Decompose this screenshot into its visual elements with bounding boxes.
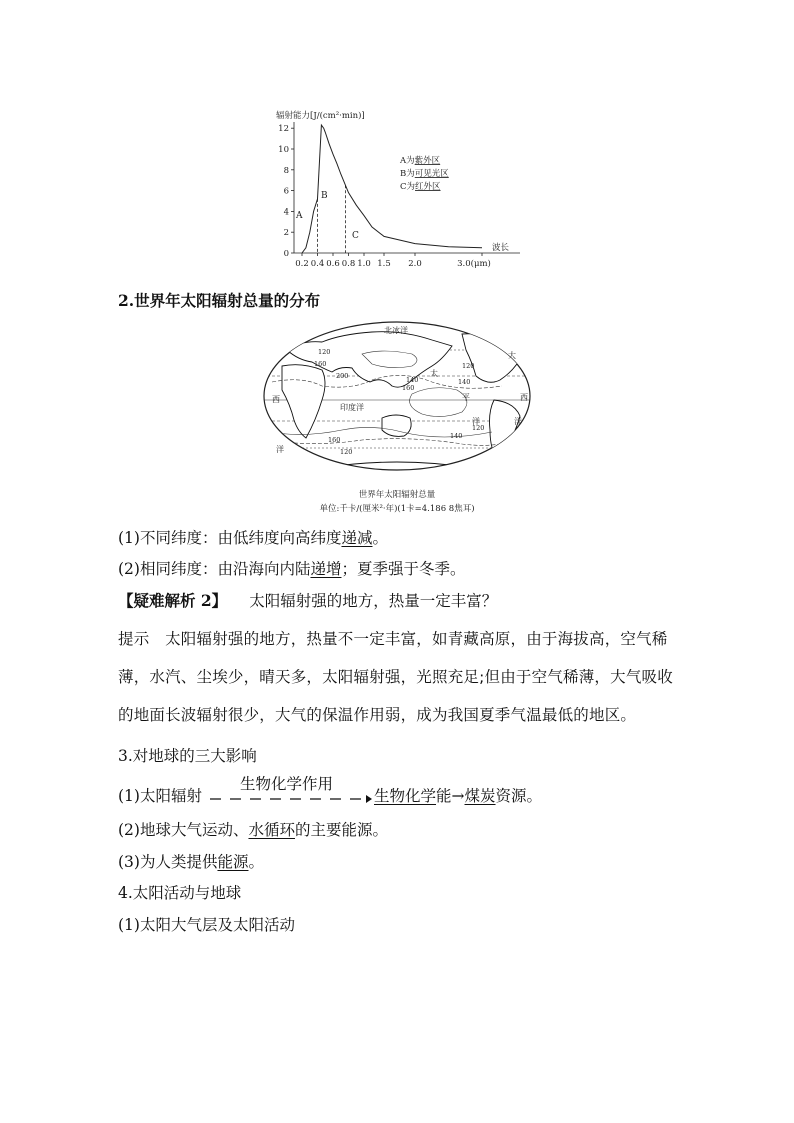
- chart-ylabel: 辐射能力[J/(cm²·min)]: [276, 111, 365, 121]
- question-line: [118, 591, 497, 611]
- isoline-value: 140: [406, 376, 419, 384]
- x-tick-label: 3.0(μm): [457, 259, 491, 269]
- isoline-value: 120: [472, 424, 485, 432]
- y-tick-label: 0: [283, 249, 289, 259]
- ocean-label-atlantic-south: 洋: [276, 445, 284, 454]
- answer-blank: 递减: [341, 529, 373, 547]
- question-answer: 提示 太阳辐射强的地方，热量不一定丰富，如青藏高原，由于海拔高，空气稀薄，水汽、尘埃少，晴天多，太阳辐射强，光照充足;但由于空气稀薄，大气吸收的地面长波辐射很少，大气的保温作用弱，成为我国夏季气温最低的地区。: [118, 630, 673, 724]
- map-caption-title: 世界年太阳辐射总量: [358, 490, 436, 500]
- section4-heading: 4.太阳活动与地球: [118, 884, 242, 902]
- isoline-value: 120: [462, 362, 475, 370]
- y-tick-label: 12: [278, 124, 289, 135]
- section2-heading: 2.世界年太阳辐射总量的分布: [118, 291, 321, 310]
- isoline-value: 160: [314, 360, 327, 368]
- ocean-label-atlantic-3: 洋: [514, 417, 522, 426]
- impact-item-1-tail: 生物化学能→煤炭资源。: [374, 787, 543, 805]
- isoline-value: 140: [450, 432, 463, 440]
- y-tick-label: 2: [283, 228, 289, 239]
- isoline-value: 160: [328, 436, 341, 444]
- legend-b-term: 可见光区: [414, 169, 449, 179]
- section4-sub1: (1)太阳大气层及太阳活动: [118, 916, 295, 934]
- ocean-label-indian: 印度洋: [340, 403, 364, 412]
- question-tag: 【疑难解析 2】: [118, 591, 228, 610]
- ocean-label-pacific-1: 太: [430, 369, 438, 378]
- y-tick-label: 4: [283, 207, 289, 218]
- isoline-value: 120: [318, 348, 331, 356]
- svg-text:C为红外区: [400, 181, 441, 192]
- legend-b-prefix: B为: [400, 169, 415, 179]
- arrow-label: 生物化学作用: [240, 775, 334, 793]
- ocean-label-atlantic-west: 西: [272, 395, 280, 404]
- ocean-label-pacific-2: 平: [462, 393, 470, 402]
- answer-blank: 能源: [217, 853, 249, 871]
- ocean-label-atlantic-1: 大: [508, 351, 516, 360]
- svg-text:A为紫外区: [399, 155, 441, 166]
- legend-c-prefix: C为: [400, 182, 416, 192]
- region-b-label: B: [321, 191, 328, 201]
- spectrum-curve: [302, 125, 482, 253]
- impact-item-3: (3)为人类提供能源。: [118, 853, 264, 871]
- svg-text:B为可见光区: [400, 168, 449, 179]
- section3-heading: 3.对地球的三大影响: [118, 747, 257, 765]
- legend-a-term: 紫外区: [414, 156, 441, 166]
- x-tick-label: 0.2: [295, 259, 309, 269]
- distribution-point-1: (1)不同纬度：由低纬度向高纬度递减。: [118, 529, 388, 547]
- region-c-label: C: [352, 231, 359, 241]
- answer-blank: 水循环: [248, 821, 295, 839]
- impact-item-2: (2)地球大气运动、水循环的主要能源。: [118, 821, 388, 839]
- map-caption-unit: 单位:千卡/(厘米²·年)(1卡=4.186 8焦耳): [319, 504, 475, 514]
- answer-blank: 煤炭: [464, 787, 496, 805]
- chart-legend: [399, 155, 449, 192]
- x-tick-label: 0.8: [341, 259, 356, 269]
- x-tick-label: 1.0: [357, 259, 371, 269]
- ocean-label-atlantic-2: 西: [520, 393, 528, 402]
- x-axis-ticks: [295, 253, 491, 269]
- solar-spectrum-chart: [270, 108, 530, 273]
- legend-c-term: 红外区: [415, 182, 441, 192]
- impact-item-1: (1)太阳辐射: [118, 787, 202, 805]
- conversion-arrow: [208, 772, 372, 806]
- answer-blank: 生物化学: [374, 787, 437, 805]
- isoline-value: 140: [458, 378, 471, 386]
- x-tick-label: 1.5: [377, 259, 391, 269]
- isoline-value: 120: [340, 448, 353, 456]
- question-text: 太阳辐射强的地方，热量一定丰富？: [249, 592, 498, 610]
- answer-blank: 递增: [310, 560, 342, 578]
- ocean-label-pacific-3: 洋: [472, 417, 480, 426]
- chart-xlabel: 波长: [492, 243, 510, 253]
- world-radiation-map: [262, 320, 532, 516]
- x-tick-label: 2.0: [408, 259, 422, 269]
- x-tick-label: 0.4: [310, 259, 325, 269]
- ocean-label-arctic: 北冰洋: [384, 326, 408, 335]
- legend-a-prefix: A为: [400, 156, 415, 166]
- x-tick-label: 0.6: [326, 259, 340, 269]
- isoline-value: 200: [336, 372, 349, 380]
- y-axis-ticks: [278, 124, 294, 259]
- y-tick-label: 6: [283, 186, 289, 197]
- y-tick-label: 8: [283, 165, 289, 176]
- distribution-point-2: (2)相同纬度：由沿海向内陆递增；夏季强于冬季。: [118, 560, 466, 578]
- region-a-label: A: [296, 211, 303, 221]
- y-tick-label: 10: [278, 145, 289, 155]
- isoline-value: 160: [402, 384, 415, 392]
